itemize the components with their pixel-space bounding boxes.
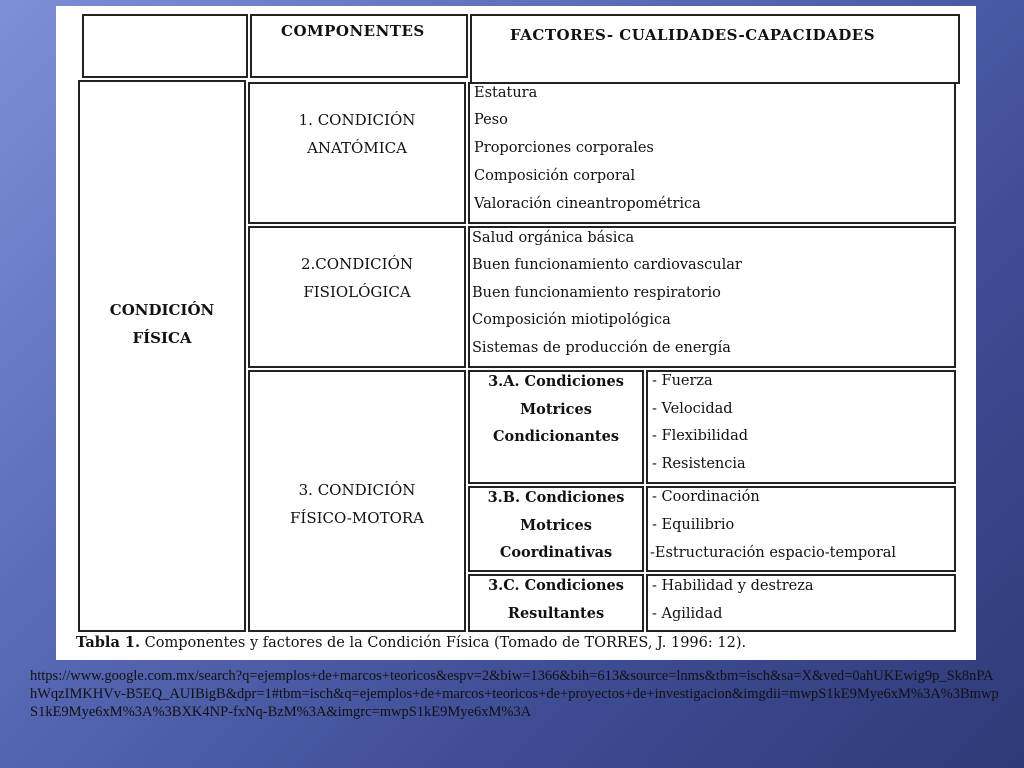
fisiologica-item: Salud orgánica básica xyxy=(472,230,635,246)
caption-text: Componentes y factores de la Condición Física (Tomado de TORRES, J. 1996: 12). xyxy=(144,635,747,651)
fisiologica-label-line-1: 2.CONDICIÓN xyxy=(301,255,413,273)
sub-a-item: - Flexibilidad xyxy=(652,428,749,444)
main-label xyxy=(78,296,246,352)
anatomica-label-line-1: 1. CONDICIÓN xyxy=(298,111,416,129)
sub-c-label-line-2: Resultantes xyxy=(507,604,605,622)
sub-c-label-line-1: 3.C. Condiciones xyxy=(488,577,624,594)
sub-a-item: - Velocidad xyxy=(652,401,733,417)
fisiologica-item: Composición miotipológica xyxy=(472,312,671,328)
sub-c-label xyxy=(468,572,644,627)
anatomica-item: Composición corporal xyxy=(474,168,636,184)
fisiologica-item: Buen funcionamiento cardiovascular xyxy=(472,257,742,273)
source-url: https://www.google.com.mx/search?q=ejemplos+de+marcos+teoricos&espv=2&biw=1366&bih=613&source=lnms&tbm=isch&sa=X&ved=0ahUKEwig9p_Sk8nPAhWqzIMKHVv-B5EQ_AUIBigB&dpr=1#tbm=isch&q=ejemplos+de+marcos+teoricos+de+proyectos+de+investigacion&imgdii=mwpS1kE9Mye6xM%3A%3BmwpS1kE9Mye6xM%3A%3BXK4NP-fxNq-BzM%3A&imgrc=mwpS1kE9Mye6xM%3A xyxy=(30,668,999,720)
sub-b-label-line-2: Motrices xyxy=(520,516,592,534)
main-label-cell xyxy=(78,80,246,632)
table-caption xyxy=(76,634,746,651)
anatomica-label xyxy=(248,106,466,162)
main-label-line-1: CONDICIÓN xyxy=(109,301,215,319)
anatomica-item: Estatura xyxy=(474,85,538,101)
sub-b-label-line-3: Coordinativas xyxy=(499,544,613,561)
sub-c-item: - Agilidad xyxy=(652,606,723,622)
sub-b-label xyxy=(468,484,644,567)
sub-b-item: -Estructuración espacio-temporal xyxy=(650,545,897,561)
sub-a-item: - Fuerza xyxy=(652,373,713,389)
sub-b-item: - Coordinación xyxy=(652,489,760,505)
sub-a-label-line-3: Condicionantes xyxy=(493,428,619,445)
sub-b-label-line-1: 3.B. Condiciones xyxy=(487,489,625,506)
fisiologica-label xyxy=(248,250,466,306)
caption-label: Tabla 1. xyxy=(76,634,141,651)
fisico-motora-label-line-1: 3. CONDICIÓN xyxy=(298,481,416,499)
header-empty-cell xyxy=(82,14,248,78)
table-image-card xyxy=(56,6,976,660)
header-componentes: COMPONENTES xyxy=(281,22,425,40)
fisiologica-item: Buen funcionamiento respiratorio xyxy=(472,285,721,301)
fisico-motora-label-line-2: FÍSICO-MOTORA xyxy=(289,509,424,527)
sub-c-item: - Habilidad y destreza xyxy=(652,578,814,594)
fisiologica-item: Sistemas de producción de energía xyxy=(472,340,731,356)
sub-b-item: - Equilibrio xyxy=(652,517,735,533)
anatomica-item: Peso xyxy=(474,112,508,128)
header-factores: FACTORES- CUALIDADES-CAPACIDADES xyxy=(510,26,876,44)
fisico-motora-label xyxy=(248,476,466,532)
anatomica-item: Proporciones corporales xyxy=(474,140,654,156)
sub-a-item: - Resistencia xyxy=(652,456,746,472)
sub-a-label xyxy=(468,368,644,451)
main-label-line-2: FÍSICA xyxy=(132,329,192,347)
header-factores-cell xyxy=(470,14,960,84)
anatomica-item: Valoración cineantropométrica xyxy=(474,196,701,212)
fisiologica-label-line-2: FISIOLÓGICA xyxy=(303,283,411,301)
sub-a-label-line-2: Motrices xyxy=(520,400,592,418)
anatomica-label-line-2: ANATÓMICA xyxy=(307,139,407,157)
sub-a-label-line-1: 3.A. Condiciones xyxy=(488,373,624,390)
